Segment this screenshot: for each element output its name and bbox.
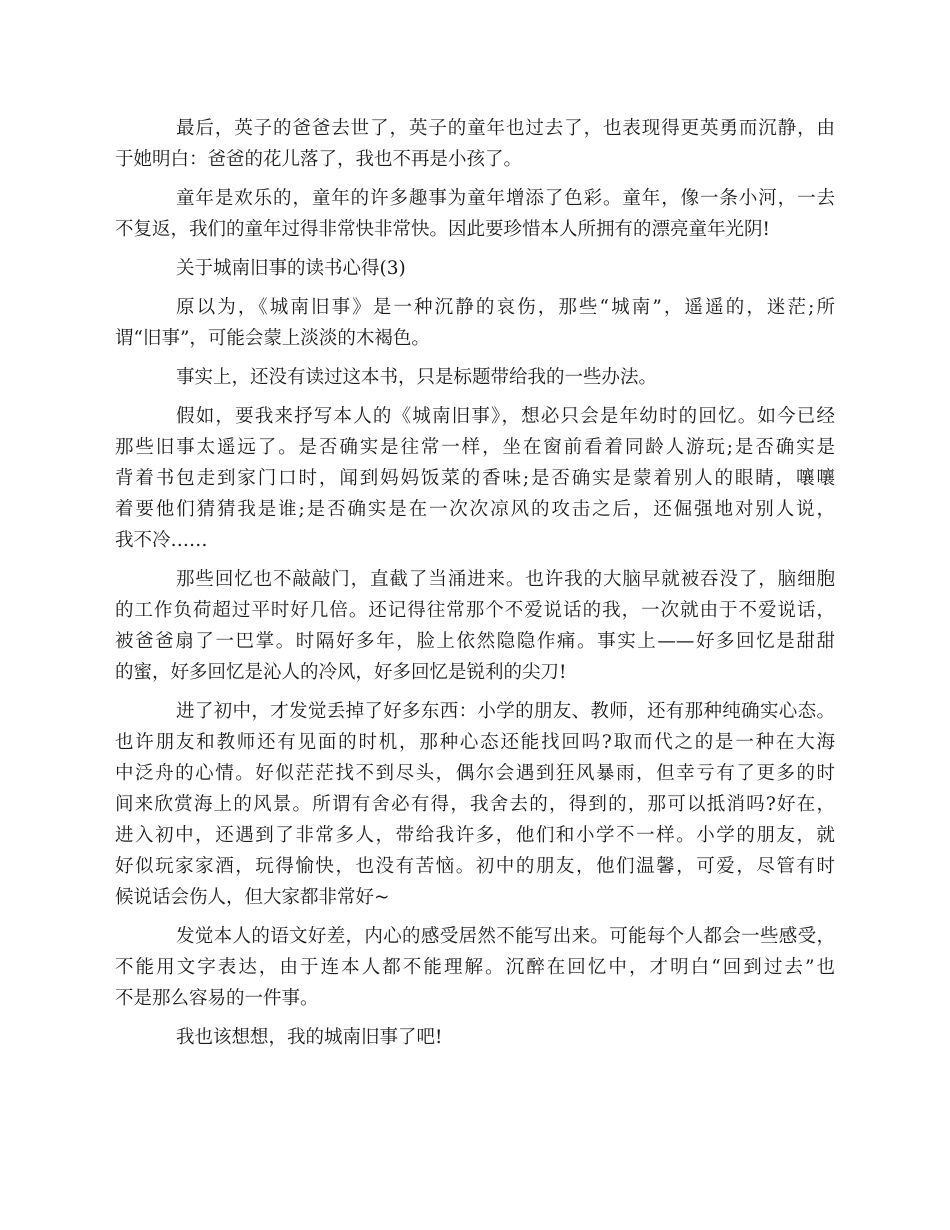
text-line: 进入初中，还遇到了非常多人，带给我许多，他们和小学不一样。小学的朋友，就 <box>115 825 835 846</box>
text-line: 关于城南旧事的读书心得(3) <box>176 258 406 279</box>
paragraph <box>115 921 835 1014</box>
text-line: 不复返，我们的童年过得非常快非常快。因此要珍惜本人所拥有的漂亮童年光阴! <box>115 219 770 240</box>
text-line: 谓“旧事”，可能会蒙上淡淡的木褐色。 <box>115 328 430 349</box>
text-line: 候说话会伤人，但大家都非常好~ <box>115 887 390 908</box>
text-line: 也许朋友和教师还有见面的时机，那种心态还能找回吗?取而代之的是一种在大海 <box>115 732 835 753</box>
paragraph <box>115 564 835 688</box>
paragraph <box>115 696 835 913</box>
text-line: 着要他们猜猜我是谁;是否确实是在一次次凉风的攻击之后，还倔强地对别人说， <box>115 499 835 520</box>
text-line: 背着书包走到家门口时，闻到妈妈饭菜的香味;是否确实是蒙着别人的眼睛，嚷嚷 <box>115 468 835 489</box>
text-line: 发觉本人的语文好差，内心的感受居然不能写出来。可能每个人都会一些感受， <box>176 926 835 947</box>
text-line: 原以为，《城南旧事》是一种沉静的哀伤，那些“城南”，遥遥的，迷茫;所 <box>176 297 835 318</box>
text-line: 不是那么容易的一件事。 <box>115 988 319 1009</box>
text-line: 那些旧事太遥远了。是否确实是往常一样，坐在窗前看着同龄人游玩;是否确实是 <box>115 437 835 458</box>
text-line: 假如，要我来抒写本人的《城南旧事》，想必只会是年幼时的回忆。如今已经 <box>176 406 835 427</box>
document-body <box>115 113 835 1061</box>
text-line: 最后，英子的爸爸去世了，英子的童年也过去了，也表现得更英勇而沉静，由 <box>176 118 835 139</box>
paragraph <box>115 183 835 245</box>
paragraph <box>115 292 835 354</box>
text-line: 中泛舟的心情。好似茫茫找不到尽头，偶尔会遇到狂风暴雨，但幸亏有了更多的时 <box>115 763 835 784</box>
text-line: 的蜜，好多回忆是沁人的冷风，好多回忆是锐利的尖刀! <box>115 662 567 683</box>
text-line: 被爸爸扇了一巴掌。时隔好多年，脸上依然隐隐作痛。事实上——好多回忆是甜甜 <box>115 631 835 652</box>
paragraph <box>115 401 835 556</box>
paragraph <box>115 1022 835 1053</box>
text-line: 进了初中，才发觉丢掉了好多东西：小学的朋友、教师，还有那种纯确实心态。 <box>176 701 835 722</box>
paragraph <box>115 113 835 175</box>
text-line: 好似玩家家酒，玩得愉快，也没有苦恼。初中的朋友，他们温馨，可爱，尽管有时 <box>115 856 835 877</box>
text-line: 的工作负荷超过平时好几倍。还记得往常那个不爱说话的我，一次就由于不爱说话， <box>115 600 835 621</box>
text-line: 不能用文字表达，由于连本人都不能理解。沉醉在回忆中，才明白“回到过去”也 <box>115 957 835 978</box>
text-line: 我也该想想，我的城南旧事了吧! <box>176 1027 443 1048</box>
text-line: 我不冷…… <box>115 530 208 551</box>
section-heading <box>115 253 835 284</box>
text-line: 童年是欢乐的，童年的许多趣事为童年增添了色彩。童年，像一条小河，一去 <box>176 188 835 209</box>
text-line: 间来欣赏海上的风景。所谓有舍必有得，我舍去的，得到的，那可以抵消吗?好在， <box>115 794 835 815</box>
text-line: 那些回忆也不敲敲门，直截了当涌进来。也许我的大脑早就被吞没了，脑细胞 <box>176 569 835 590</box>
paragraph <box>115 362 835 393</box>
text-line: 于她明白：爸爸的花儿落了，我也不再是小孩了。 <box>115 149 523 170</box>
text-line: 事实上，还没有读过这本书，只是标题带给我的一些办法。 <box>176 367 658 388</box>
